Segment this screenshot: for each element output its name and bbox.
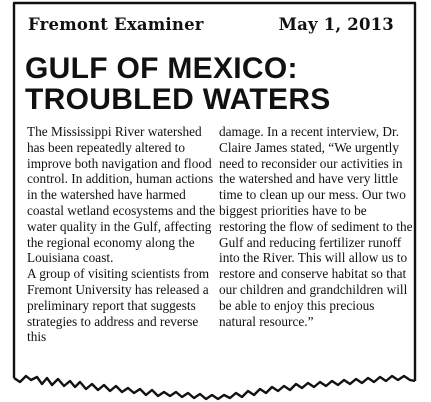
article-column-right bbox=[219, 124, 414, 329]
headline-line-1: GULF OF MEXICO: bbox=[25, 52, 298, 85]
article-paragraph: A group of visiting scientists from Fremont University has released a preliminary report that suggests strategies to address and reverse this bbox=[27, 266, 210, 345]
publication-date: May 1, 2013 bbox=[278, 15, 394, 34]
article-column-left bbox=[27, 124, 217, 345]
newspaper-name: Fremont Examiner bbox=[28, 15, 204, 34]
headline-line-2: TROUBLED WATERS bbox=[25, 83, 331, 116]
article-paragraph: damage. In a recent interview, Dr. Claire James stated, “We urgently need to reconsider our activities in the watershed and have very little time to clean up our mess. Our two biggest priorities have to be restoring the flow of sediment to the Gulf and reducing fertilizer runoff into the River. This will allow us to restore and conserve habitat so that our children and grandchildren will be able to enjoy this precious natural resource.” bbox=[219, 124, 413, 329]
article-paragraph: The Mississippi River watershed has been repeatedly altered to improve both navigation and flood control. In addition, human actions in the watershed have harmed coastal wetland ecosystems and the water quality in the Gulf, affecting the regional economy along the Louisiana coast. bbox=[27, 124, 216, 266]
